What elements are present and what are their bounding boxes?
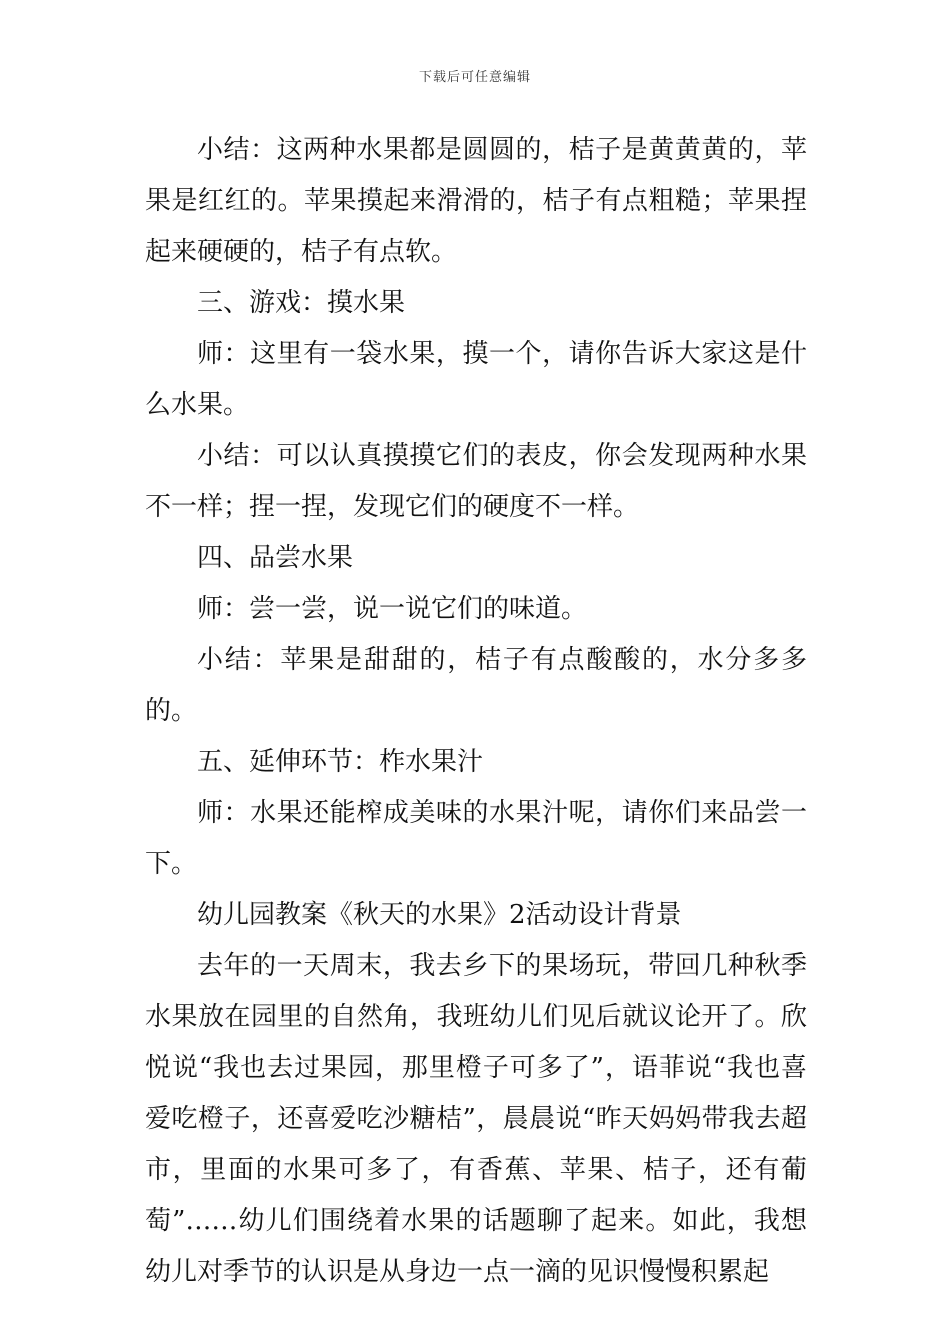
paragraph-teacher-2: 师：尝一尝，说一说它们的味道。 (197, 594, 588, 624)
paragraph-summary-3: 小结：苹果是甜甜的，桔子有点酸酸的，水分多多的。 (145, 645, 807, 726)
lesson-title-2: 幼儿园教案《秋天的水果》2活动设计背景 (197, 900, 682, 930)
section-heading-4: 四、品尝水果 (197, 543, 354, 573)
paragraph-summary-1: 小结：这两种水果都是圆圆的，桔子是黄黄黄的，苹果是红红的。苹果摸起来滑滑的，桔子有点粗糙；苹果捏起来硬硬的，桔子有点软。 (145, 135, 807, 267)
page-header: 下载后可任意编辑 (418, 70, 531, 85)
paragraph-background: 去年的一天周末，我去乡下的果场玩，带回几种秋季水果放在园里的自然角，我班幼儿们见后就议论开了。欣悦说“我也去过果园，那里橙子可多了”，语菲说“我也喜爱吃橙子，还喜爱吃沙糖桔”，晨晨说“昨天妈妈带我去超市，里面的水果可多了，有香蕉、苹果、桔子，还有葡萄”……幼儿们围绕着水果的话题聊了起来。如此，我想幼儿对季节的认识是从身边一点一滴的见识慢慢积累起 (145, 951, 807, 1287)
paragraph-summary-2: 小结：可以认真摸摸它们的表皮，你会发现两种水果不一样；捏一捏，发现它们的硬度不一样。 (145, 441, 807, 522)
paragraph-teacher-1: 师：这里有一袋水果，摸一个，请你告诉大家这是什么水果。 (145, 339, 807, 420)
section-heading-5: 五、延伸环节：柞水果汁 (197, 747, 484, 777)
document-body (145, 125, 807, 1298)
paragraph-teacher-3: 师：水果还能榨成美味的水果汁呢，请你们来品尝一下。 (145, 798, 807, 879)
section-heading-3: 三、游戏：摸水果 (197, 288, 406, 318)
